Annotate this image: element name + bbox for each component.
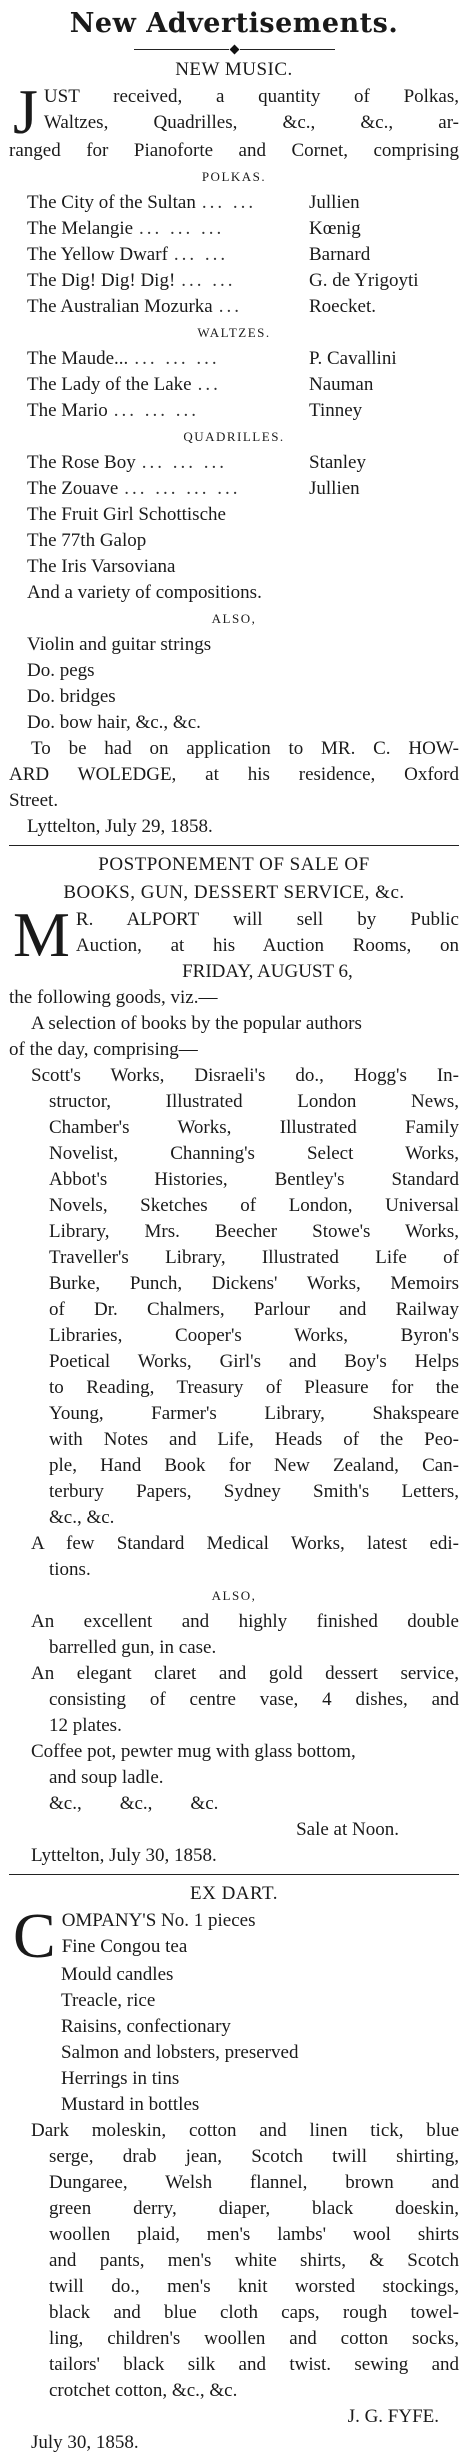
text-line: Poetical Works, Girl's and Boy's Helps — [49, 1351, 459, 1372]
text-line: Coffee pot, pewter mug with glass bottom, — [31, 1741, 356, 1762]
intro-line: Auction, at his Auction Rooms, on — [75, 935, 459, 956]
list-item: The Zouave ... ... ... ... Jullien — [27, 478, 360, 499]
list-item: The Melangie ... ... ... Kœnig — [27, 218, 361, 239]
text-line: Novels, Sketches of London, Universal — [49, 1195, 459, 1216]
drop-cap: C — [13, 1900, 56, 1971]
list-item: Mustard in bottles — [61, 2094, 200, 2115]
ornament-divider — [9, 44, 459, 54]
ad-heading: BOOKS, GUN, DESSERT SERVICE, &c. — [63, 882, 405, 903]
text-line: of the day, comprising— — [9, 1039, 198, 1060]
other-titles — [9, 502, 459, 606]
dateline: Lyttelton, July 30, 1858. — [31, 1845, 217, 1866]
text-line: Novelist, Channing's Select Works, — [49, 1143, 459, 1164]
text-line: To be had on application to MR. C. HOW- — [31, 738, 459, 759]
signature: J. G. FYFE. — [347, 2406, 439, 2427]
intro-line: UST received, a quantity of Polkas, — [43, 86, 459, 107]
section-label: QUADRILLES. — [183, 429, 285, 444]
quadrilles-list — [9, 450, 459, 502]
text-line: Dark moleskin, cotton and linen tick, blue — [31, 2120, 459, 2141]
list-item: Do. pegs — [27, 660, 95, 681]
list-item: Treacle, rice — [61, 1990, 156, 2011]
text-line: green derry, diaper, black doeskin, — [49, 2198, 459, 2219]
text-line: Scott's Works, Disraeli's do., Hogg's In- — [31, 1065, 459, 1086]
text-line: Burke, Punch, Dickens' Works, Memoirs — [49, 1273, 459, 1294]
masthead: New Advertisements. — [69, 8, 399, 39]
intro-line: Waltzes, Quadrilles, &c., &c., ar- — [43, 112, 459, 133]
text-line: ARD WOLEDGE, at his residence, Oxford — [9, 764, 459, 785]
list-item: The Fruit Girl Schottische — [27, 504, 226, 525]
text-line: the following goods, viz.— — [9, 987, 218, 1008]
list-item: The Australian Mozurka ... Roecket. — [27, 296, 377, 317]
text-line: and soup ladle. — [49, 1767, 164, 1788]
strings-list — [9, 632, 459, 736]
books-list — [9, 1063, 459, 1531]
list-item: The Rose Boy ... ... ... Stanley — [27, 452, 366, 473]
divider — [9, 845, 459, 846]
goods-list — [9, 1962, 459, 2118]
intro-line: FRIDAY, AUGUST 6, — [182, 961, 353, 982]
ad-heading: POSTPONEMENT OF SALE OF — [98, 854, 370, 875]
text-line: ling, children's woollen and cotton socks, — [49, 2328, 459, 2349]
ad-heading: EX DART. — [190, 1883, 278, 1904]
ad-ex-dart — [9, 1880, 459, 2456]
list-item: Herrings in tins — [61, 2068, 180, 2089]
intro-line: ranged for Pianoforte and Cornet, comprising — [9, 140, 459, 161]
list-item: The City of the Sultan ... ... Jullien — [27, 192, 360, 213]
text-line: Library, Mrs. Beecher Stowe's Works, — [49, 1221, 459, 1242]
text-line: A selection of books by the popular authors — [31, 1013, 362, 1034]
list-item: The 77th Galop — [27, 530, 147, 551]
apply-paragraph — [9, 736, 459, 814]
polkas-list — [9, 190, 459, 320]
text-line: Traveller's Library, Illustrated Life of — [49, 1247, 459, 1268]
list-item: The Iris Varsoviana — [27, 556, 176, 577]
text-line: black and blue cloth caps, rough towel- — [49, 2302, 459, 2323]
ad-heading: NEW MUSIC. — [175, 59, 293, 80]
text-line: and pants, men's white shirts, & Scotch — [49, 2250, 459, 2271]
text-line: woollen plaid, men's lambs' wool shirts — [49, 2224, 459, 2245]
list-item: The Maude... ... ... ... P. Cavallini — [27, 348, 397, 369]
text-line: tailors' black silk and twist. sewing and — [49, 2354, 459, 2375]
text-line: Abbot's Histories, Bentley's Standard — [49, 1169, 459, 1190]
list-item: The Yellow Dwarf ... ... Barnard — [27, 244, 371, 265]
intro-line: OMPANY'S No. 1 pieces — [61, 1910, 256, 1931]
text-line: An excellent and highly finished double — [31, 1611, 459, 1632]
text-line: ple, Hand Book for New Zealand, Can- — [49, 1455, 459, 1476]
text-line: structor, Illustrated London News, — [49, 1091, 459, 1112]
also-label: ALSO, — [211, 611, 257, 626]
text-line: barrelled gun, in case. — [49, 1637, 217, 1658]
intro-paragraph — [9, 1900, 459, 1971]
text-line: with Notes and Life, Heads of the Peo- — [49, 1429, 459, 1450]
text-line: terbury Papers, Sydney Smith's Letters, — [49, 1481, 459, 1502]
text-line: An elegant claret and gold dessert service, — [31, 1663, 459, 1684]
text-line: Street. — [9, 790, 59, 811]
text-line: Chamber's Works, Illustrated Family — [49, 1117, 459, 1138]
text-line: tions. — [49, 1559, 91, 1580]
section-label: POLKAS. — [201, 169, 267, 184]
drop-cap: J — [13, 76, 38, 147]
text-line: Libraries, Cooper's Works, Byron's — [49, 1325, 459, 1346]
newspaper-column — [9, 0, 459, 2456]
list-item: The Dig! Dig! Dig! ... ... G. de Yrigoyti — [27, 270, 419, 291]
drop-cap: M — [13, 899, 70, 970]
text-line: &c., &c., &c. — [49, 1793, 219, 1814]
text-line: &c., &c. — [49, 1507, 115, 1528]
list-item: Mould candles — [61, 1964, 174, 1985]
text-line: twill do., men's knit worsted stockings, — [49, 2276, 459, 2297]
divider — [9, 1874, 459, 1875]
also-label: ALSO, — [211, 1588, 257, 1603]
list-item: Do. bridges — [27, 686, 116, 707]
text-line: crotchet cotton, &c., &c. — [49, 2380, 238, 2401]
section-label: WALTZES. — [197, 325, 271, 340]
list-item: The Lady of the Lake ... Nauman — [27, 374, 374, 395]
text-line: 12 plates. — [49, 1715, 122, 1736]
list-item: Fine Congou tea — [61, 1936, 188, 1957]
text-line: to Reading, Treasury of Pleasure for the — [49, 1377, 459, 1398]
list-item: Do. bow hair, &c., &c. — [27, 712, 201, 733]
intro-line: R. ALPORT will sell by Public — [75, 909, 459, 930]
fabrics-paragraph — [9, 2118, 459, 2404]
text-line: consisting of centre vase, 4 dishes, and — [49, 1689, 459, 1710]
waltzes-list — [9, 346, 459, 424]
text-line: Dungaree, Welsh flannel, brown and — [49, 2172, 459, 2193]
list-item: And a variety of compositions. — [27, 582, 262, 603]
dateline: Lyttelton, July 29, 1858. — [27, 816, 213, 837]
list-item: The Mario ... ... ... Tinney — [27, 400, 363, 421]
text-line: A few Standard Medical Works, latest edi- — [31, 1533, 459, 1554]
text-line: serge, drab jean, Scotch twill shirting, — [49, 2146, 459, 2167]
ad-postponement-sale — [9, 851, 459, 1869]
intro-paragraph — [9, 899, 459, 985]
ad-new-music — [9, 56, 459, 840]
text-line: Young, Farmer's Library, Shakspeare — [49, 1403, 459, 1424]
dateline: July 30, 1858. — [31, 2432, 139, 2453]
list-item: Salmon and lobsters, preserved — [61, 2042, 299, 2063]
list-item: Violin and guitar strings — [27, 634, 212, 655]
text-line: of Dr. Chalmers, Parlour and Railway — [49, 1299, 459, 1320]
sale-time: Sale at Noon. — [296, 1819, 399, 1840]
intro-paragraph — [9, 76, 459, 164]
list-item: Raisins, confectionary — [61, 2016, 231, 2037]
